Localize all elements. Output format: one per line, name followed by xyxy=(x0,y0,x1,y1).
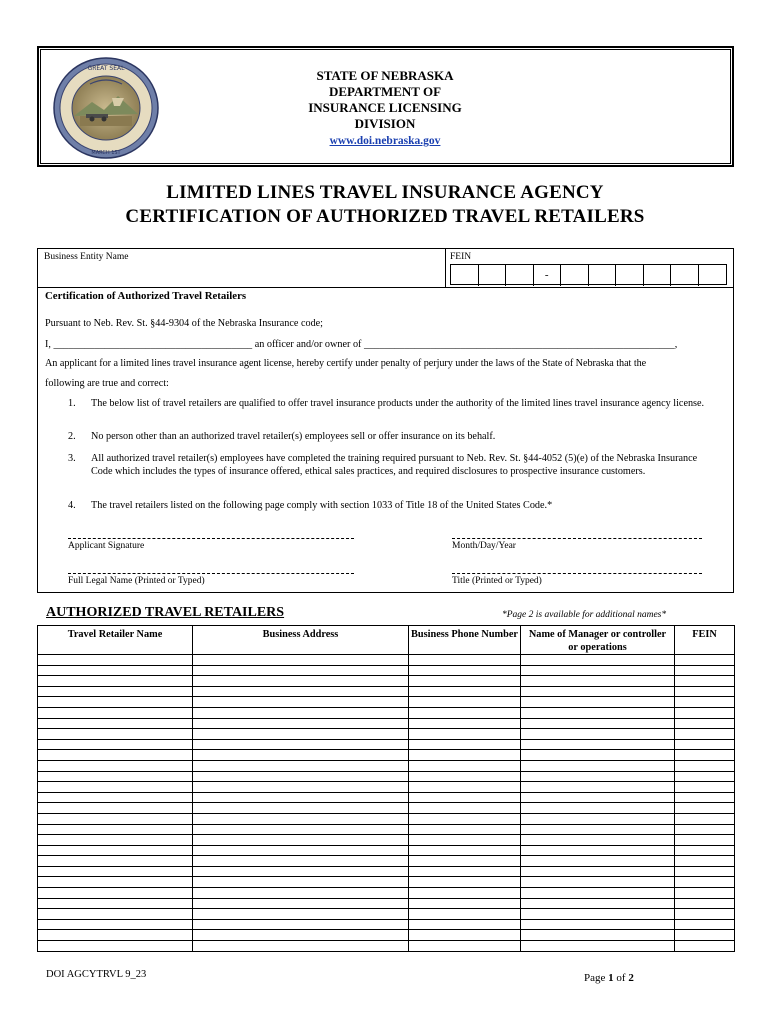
table-row xyxy=(38,718,735,729)
column-header: Business Phone Number xyxy=(409,626,521,655)
table-cell[interactable] xyxy=(193,771,409,782)
column-header: Travel Retailer Name xyxy=(38,626,193,655)
table-cell[interactable] xyxy=(38,707,193,718)
table-cell[interactable] xyxy=(675,877,735,888)
table-cell[interactable] xyxy=(38,665,193,676)
table-cell[interactable] xyxy=(675,803,735,814)
table-cell[interactable] xyxy=(38,739,193,750)
table-cell[interactable] xyxy=(409,941,521,952)
table-row xyxy=(38,888,735,899)
table-cell[interactable] xyxy=(675,665,735,676)
table-cell[interactable] xyxy=(193,877,409,888)
table-cell[interactable] xyxy=(521,750,675,761)
table-cell[interactable] xyxy=(409,739,521,750)
table-cell[interactable] xyxy=(409,782,521,793)
table-cell[interactable] xyxy=(409,803,521,814)
header-licensing: INSURANCE LICENSING xyxy=(308,100,462,115)
table-cell[interactable] xyxy=(675,771,735,782)
retailers-table xyxy=(37,625,735,952)
table-row xyxy=(38,760,735,771)
table-cell[interactable] xyxy=(193,845,409,856)
header-text xyxy=(230,68,540,149)
table-cell[interactable] xyxy=(193,665,409,676)
table-row xyxy=(38,750,735,761)
table-cell[interactable] xyxy=(675,845,735,856)
table-cell[interactable] xyxy=(675,750,735,761)
table-cell[interactable] xyxy=(38,729,193,740)
table-row xyxy=(38,909,735,920)
table-cell[interactable] xyxy=(409,718,521,729)
table-cell[interactable] xyxy=(193,760,409,771)
page-title xyxy=(40,181,730,229)
table-row xyxy=(38,803,735,814)
table-cell[interactable] xyxy=(38,941,193,952)
table-cell[interactable] xyxy=(193,803,409,814)
table-cell[interactable] xyxy=(521,782,675,793)
column-header: Name of Manager or controller or operations xyxy=(521,626,675,655)
table-cell[interactable] xyxy=(193,835,409,846)
applicant-signature-label: Applicant Signature xyxy=(68,541,145,551)
table-row xyxy=(38,824,735,835)
table-cell[interactable] xyxy=(675,760,735,771)
table-cell[interactable] xyxy=(193,856,409,867)
table-cell[interactable] xyxy=(521,729,675,740)
table-cell[interactable] xyxy=(675,835,735,846)
table-row xyxy=(38,919,735,930)
title-label: Title (Printed or Typed) xyxy=(452,576,542,586)
table-cell[interactable] xyxy=(521,845,675,856)
retailers-heading: AUTHORIZED TRAVEL RETAILERS xyxy=(46,605,285,620)
table-cell[interactable] xyxy=(193,686,409,697)
table-cell[interactable] xyxy=(675,739,735,750)
table-cell[interactable] xyxy=(409,665,521,676)
table-cell[interactable] xyxy=(409,930,521,941)
full-name-label: Full Legal Name (Printed or Typed) xyxy=(68,576,205,586)
table-cell[interactable] xyxy=(38,655,193,666)
table-cell[interactable] xyxy=(38,877,193,888)
table-cell[interactable] xyxy=(409,845,521,856)
table-cell[interactable] xyxy=(521,919,675,930)
table-cell[interactable] xyxy=(409,835,521,846)
form-code: DOI AGCYTRVL 9_23 xyxy=(46,969,147,980)
table-cell[interactable] xyxy=(193,898,409,909)
header-state: STATE OF NEBRASKA xyxy=(316,68,454,83)
table-cell[interactable] xyxy=(675,856,735,867)
certification-heading: Certification of Authorized Travel Retailers xyxy=(45,290,247,302)
table-cell[interactable] xyxy=(521,697,675,708)
table-cell[interactable] xyxy=(521,739,675,750)
header-division: DIVISION xyxy=(354,116,416,131)
table-cell[interactable] xyxy=(38,686,193,697)
table-row xyxy=(38,729,735,740)
fein-dash: - xyxy=(544,269,549,281)
table-cell[interactable] xyxy=(521,655,675,666)
fein-field[interactable] xyxy=(445,248,734,288)
svg-text:GREAT SEAL: GREAT SEAL xyxy=(87,65,125,72)
table-cell[interactable] xyxy=(38,760,193,771)
table-cell[interactable] xyxy=(38,856,193,867)
table-cell[interactable] xyxy=(38,803,193,814)
table-cell[interactable] xyxy=(409,866,521,877)
table-row xyxy=(38,866,735,877)
table-cell[interactable] xyxy=(38,930,193,941)
title-line[interactable] xyxy=(452,573,702,574)
table-cell[interactable] xyxy=(521,792,675,803)
table-cell[interactable] xyxy=(409,697,521,708)
table-cell[interactable] xyxy=(38,718,193,729)
table-cell[interactable] xyxy=(675,729,735,740)
table-cell[interactable] xyxy=(409,888,521,899)
table-cell[interactable] xyxy=(38,676,193,687)
applicant-text: An applicant for a limited lines travel insurance agent license, hereby certify under penalty of perjury under the laws of the State of Nebraska that the xyxy=(45,358,647,369)
table-cell[interactable] xyxy=(521,676,675,687)
table-row xyxy=(38,782,735,793)
table-cell[interactable] xyxy=(409,877,521,888)
table-cell[interactable] xyxy=(521,686,675,697)
table-cell[interactable] xyxy=(675,888,735,899)
table-cell[interactable] xyxy=(521,707,675,718)
table-cell[interactable] xyxy=(38,919,193,930)
table-cell[interactable] xyxy=(675,697,735,708)
fein-label: FEIN xyxy=(450,252,472,262)
date-line[interactable] xyxy=(452,538,702,539)
table-row xyxy=(38,686,735,697)
table-cell[interactable] xyxy=(38,888,193,899)
table-cell[interactable] xyxy=(409,729,521,740)
table-cell[interactable] xyxy=(521,760,675,771)
table-cell[interactable] xyxy=(409,856,521,867)
table-row xyxy=(38,877,735,888)
table-cell[interactable] xyxy=(38,866,193,877)
title-line-2: CERTIFICATION OF AUTHORIZED TRAVEL RETAILERS xyxy=(125,206,645,227)
table-cell[interactable] xyxy=(675,782,735,793)
table-cell[interactable] xyxy=(38,824,193,835)
officer-line[interactable]: I, _______________________________________ an officer and/or owner of _____________________________________________________________, xyxy=(45,339,678,350)
table-cell[interactable] xyxy=(193,707,409,718)
table-cell[interactable] xyxy=(521,898,675,909)
table-cell[interactable] xyxy=(521,941,675,952)
website-link[interactable]: www.doi.nebraska.gov xyxy=(329,135,441,147)
table-cell[interactable] xyxy=(409,686,521,697)
table-cell[interactable] xyxy=(521,877,675,888)
table-cell[interactable] xyxy=(409,760,521,771)
table-row xyxy=(38,813,735,824)
table-cell[interactable] xyxy=(675,686,735,697)
applicant-signature-line[interactable] xyxy=(68,538,354,539)
table-row xyxy=(38,739,735,750)
table-row xyxy=(38,697,735,708)
pursuant-text: Pursuant to Neb. Rev. St. §44-9304 of the Nebraska Insurance code; xyxy=(45,318,324,329)
state-seal-icon xyxy=(52,56,160,160)
table-cell[interactable] xyxy=(409,707,521,718)
table-row xyxy=(38,665,735,676)
table-cell[interactable] xyxy=(38,697,193,708)
table-cell[interactable] xyxy=(38,835,193,846)
table-cell[interactable] xyxy=(409,771,521,782)
table-cell[interactable] xyxy=(38,845,193,856)
table-cell[interactable] xyxy=(675,919,735,930)
table-row xyxy=(38,655,735,666)
table-row xyxy=(38,941,735,952)
table-cell[interactable] xyxy=(193,697,409,708)
table-cell[interactable] xyxy=(38,813,193,824)
table-cell[interactable] xyxy=(521,718,675,729)
entity-name-label: Business Entity Name xyxy=(44,252,129,262)
table-cell[interactable] xyxy=(521,824,675,835)
table-cell[interactable] xyxy=(521,665,675,676)
table-cell[interactable] xyxy=(38,909,193,920)
table-cell[interactable] xyxy=(193,888,409,899)
table-cell[interactable] xyxy=(675,824,735,835)
table-cell[interactable] xyxy=(409,919,521,930)
table-row xyxy=(38,898,735,909)
table-cell[interactable] xyxy=(521,803,675,814)
table-cell[interactable] xyxy=(521,909,675,920)
table-row xyxy=(38,676,735,687)
table-cell[interactable] xyxy=(409,813,521,824)
table-cell[interactable] xyxy=(675,813,735,824)
table-cell[interactable] xyxy=(675,655,735,666)
table-cell[interactable] xyxy=(38,771,193,782)
following-text: following are true and correct: xyxy=(45,378,169,389)
table-cell[interactable] xyxy=(38,750,193,761)
table-cell[interactable] xyxy=(193,909,409,920)
table-cell[interactable] xyxy=(193,750,409,761)
header-department: DEPARTMENT OF xyxy=(328,84,442,99)
table-cell[interactable] xyxy=(193,866,409,877)
table-cell[interactable] xyxy=(521,813,675,824)
table-cell[interactable] xyxy=(38,792,193,803)
column-header: FEIN xyxy=(675,626,735,655)
table-cell[interactable] xyxy=(675,909,735,920)
table-row xyxy=(38,792,735,803)
table-cell[interactable] xyxy=(521,835,675,846)
table-cell[interactable] xyxy=(521,771,675,782)
table-cell[interactable] xyxy=(38,782,193,793)
svg-text:MARCH 1ST: MARCH 1ST xyxy=(91,150,121,156)
table-cell[interactable] xyxy=(675,930,735,941)
table-cell[interactable] xyxy=(38,898,193,909)
table-cell[interactable] xyxy=(193,739,409,750)
table-cell[interactable] xyxy=(193,782,409,793)
table-cell[interactable] xyxy=(675,676,735,687)
table-cell[interactable] xyxy=(193,792,409,803)
table-cell[interactable] xyxy=(409,792,521,803)
table-cell[interactable] xyxy=(409,898,521,909)
table-cell[interactable] xyxy=(409,909,521,920)
table-cell[interactable] xyxy=(675,898,735,909)
table-cell[interactable] xyxy=(193,729,409,740)
table-cell[interactable] xyxy=(193,676,409,687)
title-line-1: LIMITED LINES TRAVEL INSURANCE AGENCY xyxy=(166,182,604,203)
additional-names-note: *Page 2 is available for additional names* xyxy=(502,610,667,620)
table-row xyxy=(38,856,735,867)
column-header: Business Address xyxy=(193,626,409,655)
table-cell[interactable] xyxy=(675,792,735,803)
table-row xyxy=(38,845,735,856)
date-label: Month/Day/Year xyxy=(452,541,516,551)
table-cell[interactable] xyxy=(409,676,521,687)
table-cell[interactable] xyxy=(521,866,675,877)
table-cell[interactable] xyxy=(521,888,675,899)
table-cell[interactable] xyxy=(675,941,735,952)
fein-digit-boxes[interactable] xyxy=(450,264,727,285)
table-cell[interactable] xyxy=(675,707,735,718)
table-cell[interactable] xyxy=(521,930,675,941)
table-cell[interactable] xyxy=(193,930,409,941)
table-row xyxy=(38,771,735,782)
table-cell[interactable] xyxy=(193,824,409,835)
table-row xyxy=(38,707,735,718)
table-row xyxy=(38,835,735,846)
page-number: Page 1 of 2 xyxy=(584,972,634,984)
table-cell[interactable] xyxy=(193,919,409,930)
table-cell[interactable] xyxy=(193,813,409,824)
table-cell[interactable] xyxy=(193,941,409,952)
entity-name-field[interactable] xyxy=(37,248,446,288)
table-cell[interactable] xyxy=(521,856,675,867)
table-cell[interactable] xyxy=(193,718,409,729)
table-row xyxy=(38,930,735,941)
full-name-line[interactable] xyxy=(68,573,354,574)
table-cell[interactable] xyxy=(409,655,521,666)
table-cell[interactable] xyxy=(675,718,735,729)
table-cell[interactable] xyxy=(409,750,521,761)
table-cell[interactable] xyxy=(675,866,735,877)
table-cell[interactable] xyxy=(409,824,521,835)
table-cell[interactable] xyxy=(193,655,409,666)
